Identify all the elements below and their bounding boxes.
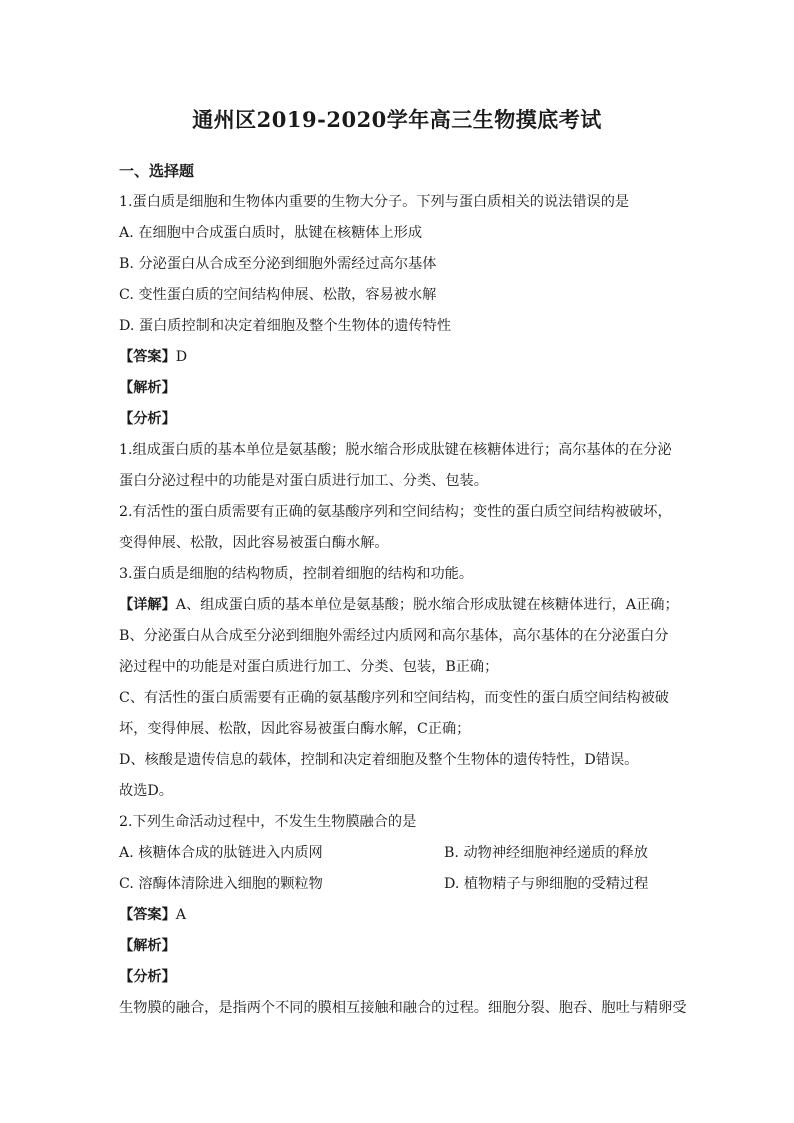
question-1-analysis-tag: 【解析】	[119, 380, 176, 396]
question-2-options-row-1	[119, 838, 681, 869]
question-1-option-b: B. 分泌蛋白从合成至分泌到细胞外需经过高尔基体	[119, 256, 437, 272]
detail-a: 【详解】A、组成蛋白质的基本单位是氨基酸；脱水缩合形成肽键在核糖体进行，A正确；	[119, 597, 679, 613]
answer-value: D	[175, 349, 188, 365]
section-heading: 一、选择题	[119, 162, 195, 180]
question-1-fenxi-tag: 【分析】	[119, 411, 176, 427]
question-2-option-a: A. 核糖体合成的肽链进入内质网	[119, 845, 323, 861]
question-1-option-d: D. 蛋白质控制和决定着细胞及整个生物体的遗传特性	[119, 318, 452, 334]
page-title: 通州区2019-2020学年高三生物摸底考试	[192, 107, 602, 132]
detail-tag: 【详解】	[119, 597, 176, 613]
answer-value: A	[175, 907, 187, 923]
document-body	[119, 156, 687, 1024]
detail-b: B、分泌蛋白从合成至分泌到细胞外需经过内质网和高尔基体，高尔基体的在分泌蛋白分泌过程中的功能是对蛋白质进行加工、分类、包装，B正确；	[119, 628, 669, 675]
question-2-option-b: B. 动物神经细胞神经递质的释放	[444, 845, 648, 861]
question-2-fenxi-tag: 【分析】	[119, 969, 176, 985]
answer-tag: 【答案】	[119, 349, 176, 365]
question-1-answer	[119, 342, 681, 373]
question-1-option-c: C. 变性蛋白质的空间结构伸展、松散，容易被水解	[119, 287, 437, 303]
question-2-options-row-2	[119, 869, 681, 900]
answer-tag: 【答案】	[119, 907, 176, 923]
question-2-stem: 2.下列生命活动过程中，不发生生物膜融合的是	[119, 814, 417, 830]
analysis-point-2: 2.有活性的蛋白质需要有正确的氨基酸序列和空间结构；变性的蛋白质空间结构被破坏，变得伸展、松散，因此容易被蛋白酶水解。	[119, 504, 672, 551]
question-2-option-c: C. 溶酶体清除进入细胞的颗粒物	[119, 876, 323, 892]
conclusion: 故选D。	[119, 783, 173, 799]
question-1-option-a: A. 在细胞中合成蛋白质时，肽键在核糖体上形成	[119, 225, 423, 241]
detail-c: C、有活性的蛋白质需要有正确的氨基酸序列和空间结构，而变性的蛋白质空间结构被破坏，变得伸展、松散，因此容易被蛋白酶水解，C正确；	[119, 690, 669, 737]
question-2-answer	[119, 900, 681, 931]
question-2-analysis-tag: 【解析】	[119, 938, 176, 954]
analysis-point-3: 3.蛋白质是细胞的结构物质，控制着细胞的结构和功能。	[119, 566, 474, 582]
question-2-text: 生物膜的融合，是指两个不同的膜相互接触和融合的过程。细胞分裂、胞吞、胞吐与精卵受	[119, 1000, 687, 1016]
detail-d: D、核酸是遗传信息的载体，控制和决定着细胞及整个生物体的遗传特性，D错误。	[119, 752, 639, 768]
question-2-option-d: D. 植物精子与卵细胞的受精过程	[444, 876, 649, 892]
analysis-point-1: 1.组成蛋白质的基本单位是氨基酸；脱水缩合形成肽键在核糖体进行；高尔基体的在分泌蛋白分泌过程中的功能是对蛋白质进行加工、分类、包装。	[119, 442, 672, 489]
question-1-stem: 1.蛋白质是细胞和生物体内重要的生物大分子。下列与蛋白质相关的说法错误的是	[119, 194, 630, 210]
